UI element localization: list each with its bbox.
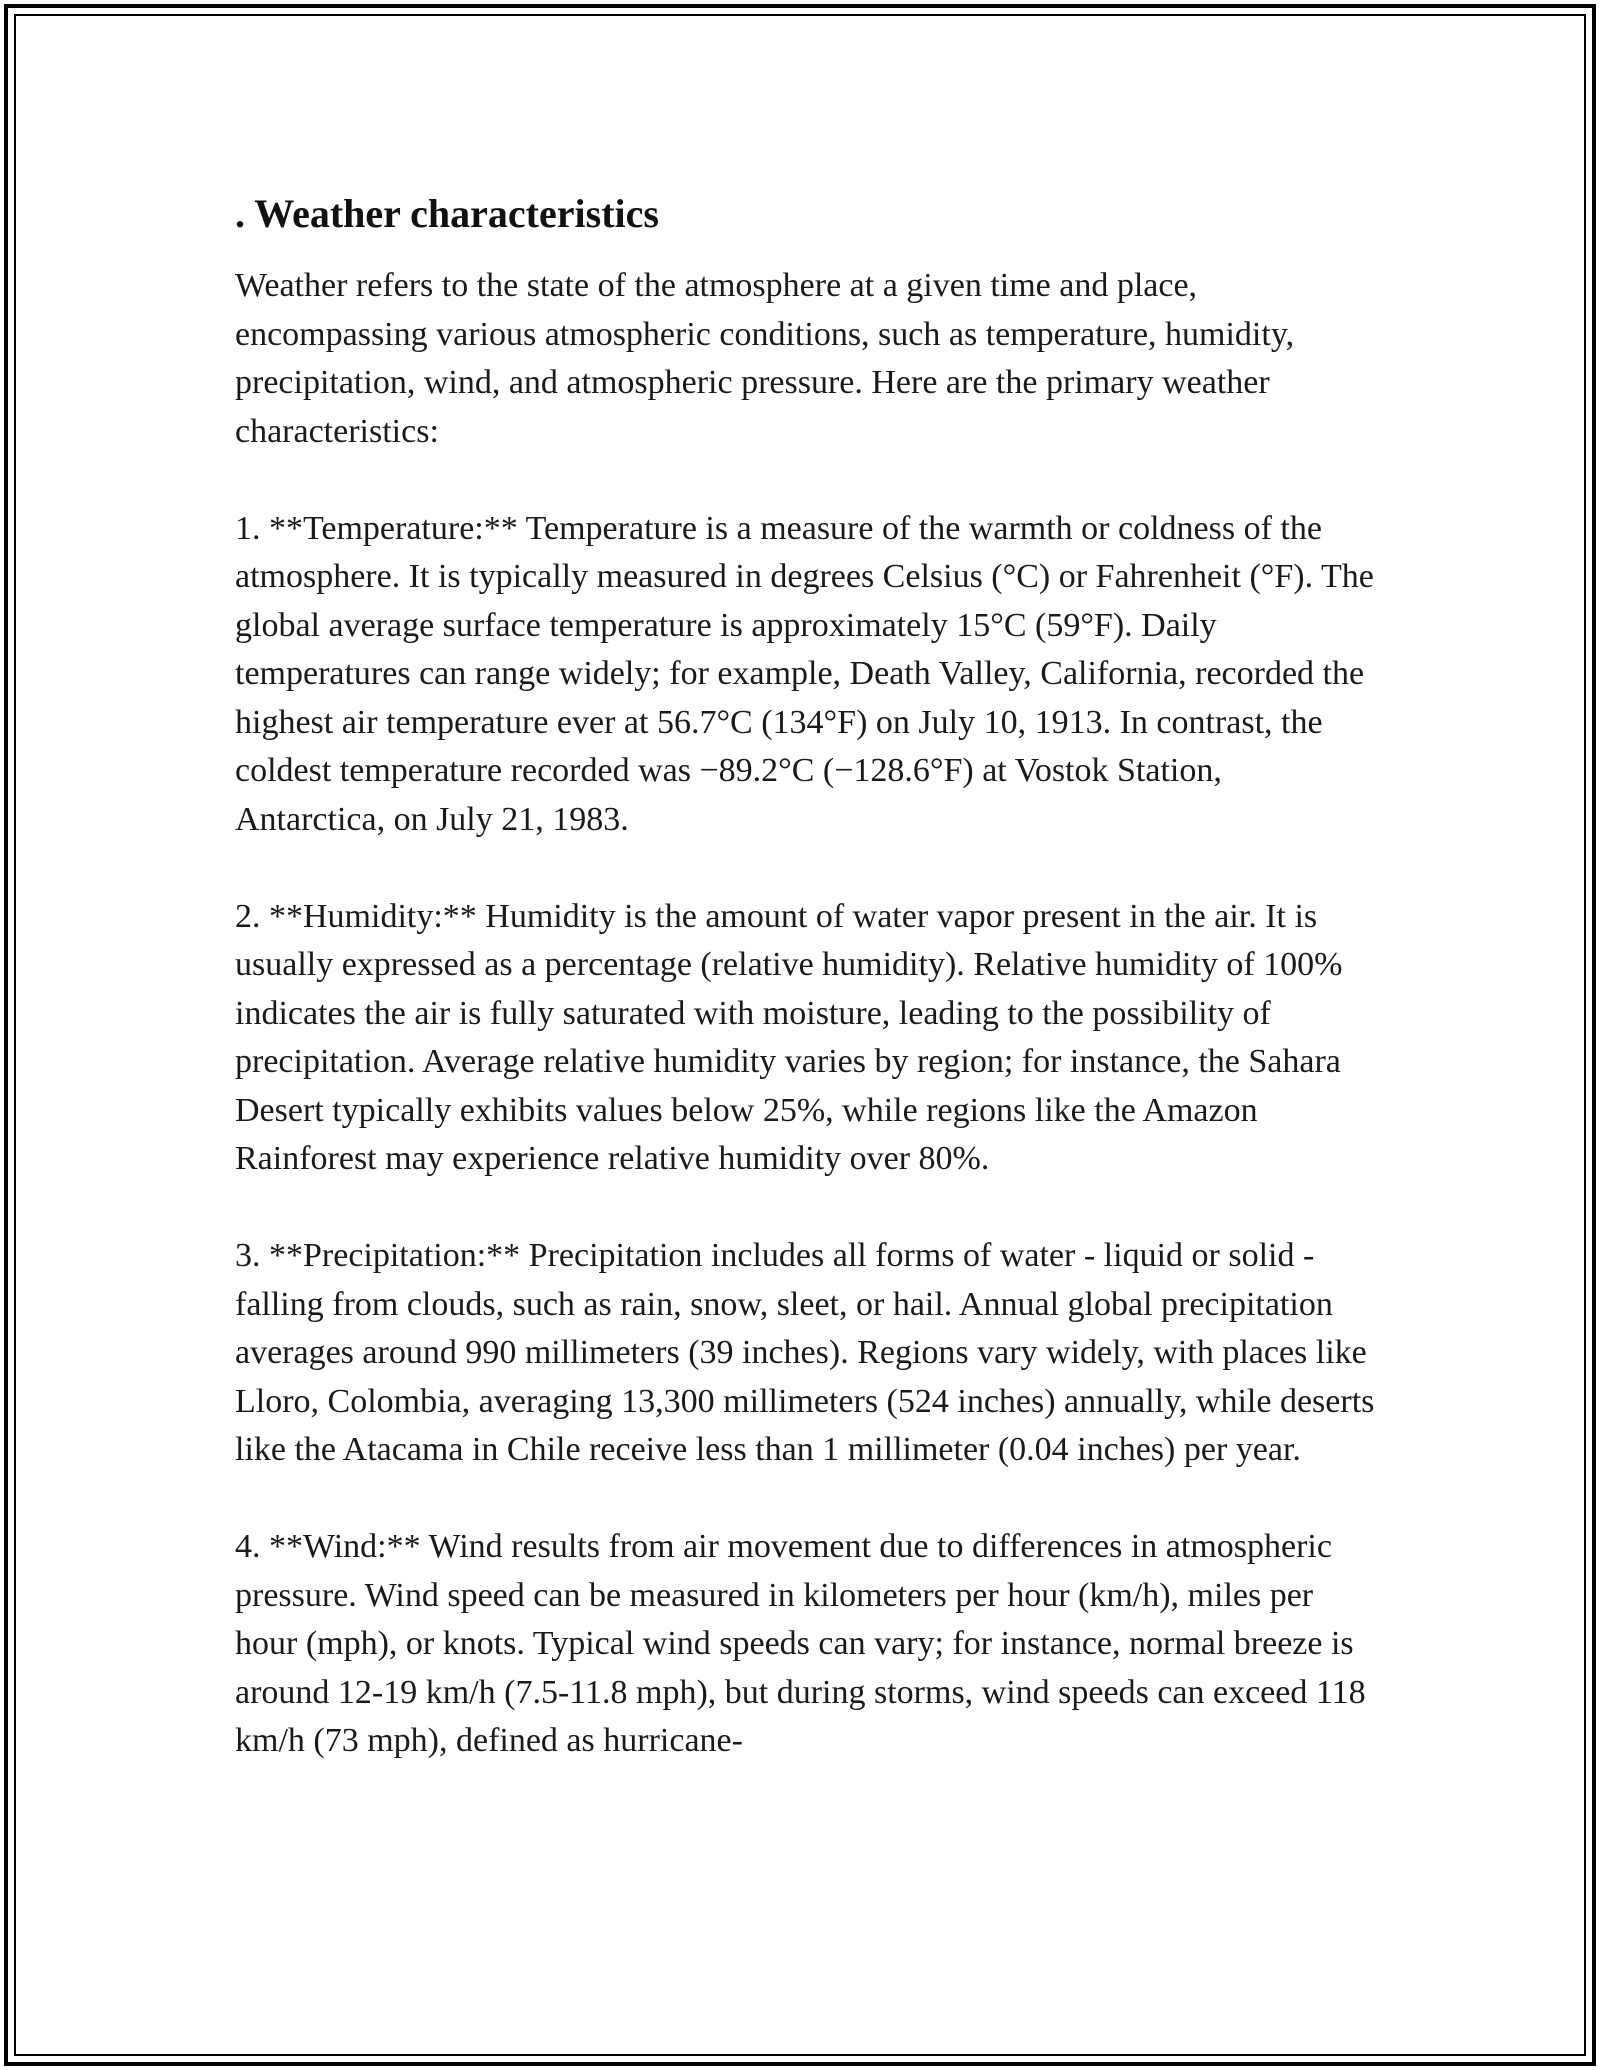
wind-paragraph: 4. **Wind:** Wind results from air movement due to differences in atmospheric pressure. Wind speed can be measured in kilometers per hour (km/h), miles per hour (mph), or knots. Typical wind speeds can vary; for instance, normal breeze is around 12-19 km/h (7.5-11.8 mph), but during storms, wind speeds can exceed 118 km/h (73 mph), defined as hurricane-	[235, 1528, 1366, 1759]
precipitation-paragraph: 3. **Precipitation:** Precipitation includes all forms of water - liquid or solid - falling from clouds, such as rain, snow, sleet, or hail. Annual global precipitation averages around 990 millimeters (39 inches). Regions vary widely, with places like Lloro, Colombia, averaging 13,300 millimeters (524 inches) annually, while deserts like the Atacama in Chile receive less than 1 millimeter (0.04 inches) per year.	[235, 1237, 1375, 1468]
document-body	[235, 190, 1375, 1766]
temperature-paragraph: 1. **Temperature:** Temperature is a measure of the warmth or coldness of the atmosphere. It is typically measured in degrees Celsius (°C) or Fahrenheit (°F). The global average surface temperature is approximately 15°C (59°F). Daily temperatures can range widely; for example, Death Valley, California, recorded the highest air temperature ever at 56.7°C (134°F) on July 10, 1913. In contrast, the coldest temperature recorded was −89.2°C (−128.6°F) at Vostok Station, Antarctica, on July 21, 1983.	[235, 509, 1374, 838]
section-heading: . Weather characteristics	[235, 191, 659, 236]
humidity-paragraph: 2. **Humidity:** Humidity is the amount of water vapor present in the air. It is usually expressed as a percentage (relative humidity). Relative humidity of 100% indicates the air is fully saturated with moisture, leading to the possibility of precipitation. Average relative humidity varies by region; for instance, the Sahara Desert typically exhibits values below 25%, while regions like the Amazon Rainforest may experience relative humidity over 80%.	[235, 897, 1343, 1177]
intro-paragraph: Weather refers to the state of the atmosphere at a given time and place, encompassing various atmospheric conditions, such as temperature, humidity, precipitation, wind, and atmospheric pressure. Here are the primary weather characteristics:	[235, 267, 1295, 450]
